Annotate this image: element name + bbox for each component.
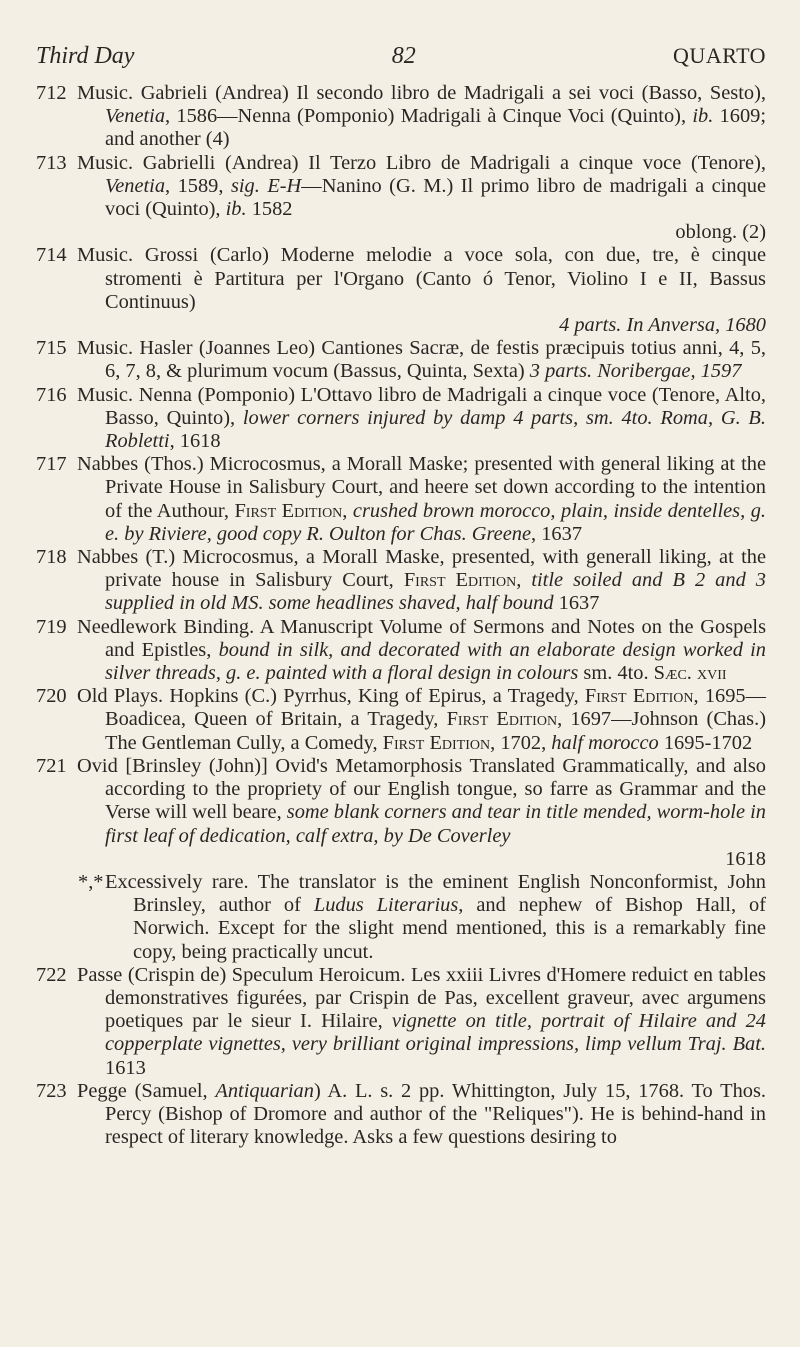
entry-text-segment: Ludus Literarius [313, 894, 459, 917]
entry-description [77, 453, 766, 546]
entry-text-segment: 1613 [105, 1056, 146, 1079]
entry-text-segment: 1637 [553, 592, 600, 615]
catalogue-entry [36, 616, 766, 686]
entry-description [77, 152, 766, 245]
entry-text-segment: sm. 4to. [578, 662, 654, 685]
entry-text-segment: bound in silk, and decorated with an elaborate design worked in silver threads, g. e. painted with a floral design in colours [105, 638, 766, 685]
entry-description [77, 546, 766, 616]
lot-number: 720 [36, 685, 67, 708]
running-header [36, 42, 766, 70]
entry-text-segment: title soiled and B 2 and 3 supplied in old MS. some headlines shaved, half bound [105, 569, 766, 615]
entry-text-segment: vignette on title, portrait of Hilaire and 24 copperplate vignettes, very brilliant original impressions, limp vellum [105, 1010, 767, 1056]
entry-text-segment: Venetia [105, 105, 166, 128]
entry-text-segment: , 1695—Boadicea, Queen of Britain, a Tragedy, [105, 685, 766, 731]
entry-tail: 4 parts. In Anversa, 1680 [559, 314, 766, 337]
entry-text-segment: Sæc. xvii [653, 662, 727, 685]
entry-text-segment: First Edition [403, 569, 517, 592]
entry-text-segment: , 1586—Nenna (Pomponio) Madrigali à Cinque Voci (Quinto), [165, 105, 693, 128]
entry-description [77, 384, 766, 454]
lot-number: 715 [36, 337, 67, 360]
catalogue-entry [36, 244, 766, 337]
lot-number: 714 [36, 244, 67, 267]
entry-text-segment: 3 parts. Noribergae, 1597 [529, 360, 742, 383]
entry-description [77, 616, 766, 686]
entry-text-segment: ib. [225, 198, 247, 221]
entry-description [77, 82, 766, 152]
catalogue-entry [36, 337, 766, 383]
lot-number: 717 [36, 453, 67, 476]
catalogue-entry [36, 82, 766, 152]
entry-text-segment: Pegge (Samuel, [77, 1079, 216, 1102]
entry-text-segment: , and nephew of Bishop Hall, of Norwich. Except for the slight mend mentioned, this is a remarkably fine copy, being practically uncut. [133, 894, 767, 963]
entry-text-segment: Excessively rare. The translator is the eminent English Nonconformist, John Brinsley, author of [105, 870, 766, 917]
entry-text-segment: sig. E-H [230, 174, 302, 197]
entry-text-segment: First Edition [234, 499, 343, 522]
entry-text-segment: Music. Gabrieli (Andrea) Il secondo libro de Madrigali a sei voci (Basso, Sesto), [77, 82, 766, 104]
entry-text-segment: Passe (Crispin de) Speculum Heroicum. Les xxiii Livres d'Homere reduict en tables demonstratives figurées, par Crispin de Pas, excellent graveur, avec argumens poetiques par le sieur I. Hilaire, [77, 963, 766, 1033]
catalogue-entry [36, 384, 766, 454]
catalogue-entry [36, 685, 766, 755]
entry-text-segment: —Nanino (G. M.) Il primo libro de madrigali a cinque voci (Quinto), [105, 174, 767, 221]
catalogue-entry [36, 152, 766, 245]
catalogue-entry [36, 546, 766, 616]
entry-description [77, 337, 766, 383]
entry-description [77, 244, 766, 337]
note-text [105, 871, 766, 964]
catalogue-entry [36, 1080, 766, 1150]
catalogue-entry [36, 755, 766, 871]
note-asterism: *,* [78, 870, 104, 893]
entry-text-segment: Ovid [Brinsley (John)] Ovid's Metamorphosis Translated Grammatically, and also according to the propriety of our English tongue, so farre as Grammar and the Verse will well beare, [77, 754, 766, 824]
entry-text-segment: 1609; and another (4) [105, 105, 767, 151]
entry-text-segment: 1582 [246, 198, 293, 221]
entry-tail: 1618 [725, 847, 766, 870]
entry-text-segment: Venetia [105, 174, 166, 197]
entry-text-segment: crushed brown morocco, plain, inside dentelles, g. e. by Riviere, good copy R. Oulton for Chas. Greene [105, 499, 766, 545]
entry-text-segment: 1695-1702 [658, 731, 753, 754]
entry-text-segment: Nabbes (Thos.) Microcosmus, a Morall Maske; presented with general liking at the Private House in Salisbury Court, and heere set down according to the intention of the Authour, [77, 453, 766, 522]
header-section-title: Third Day [36, 43, 135, 69]
entry-list [36, 82, 766, 871]
entry-description [77, 964, 766, 1080]
entry-text-segment: , [342, 499, 353, 522]
lot-number: 719 [36, 615, 67, 638]
lot-number: 716 [36, 383, 67, 406]
entry-text-segment: half morocco [551, 731, 659, 754]
lot-number: 712 [36, 82, 67, 104]
entry-text-segment: , 1618 [169, 430, 221, 453]
page-number: 82 [391, 43, 416, 69]
lot-number: 722 [36, 963, 67, 986]
lot-number: 713 [36, 151, 67, 174]
header-format: QUARTO [673, 43, 766, 68]
entry-text-segment: Nabbes (T.) Microcosmus, a Morall Maske, presented, with generall liking, at the private house in Salisbury Court, [77, 546, 766, 592]
entry-text-segment: lower corners injured by damp 4 parts, sm. 4to. Roma, G. B. Robletti [105, 406, 766, 453]
entry-tail: oblong. (2) [675, 221, 766, 244]
entry-text-segment: Needlework Binding. A Manuscript Volume of Sermons and Notes on the Gospels and Epistles, [77, 615, 766, 661]
entry-text-segment: , 1637 [531, 522, 583, 545]
lot-number: 721 [36, 754, 67, 777]
entry-text-segment: , 1702, [490, 731, 552, 754]
entry-note [36, 871, 766, 964]
entry-text-segment: Music. Hasler (Joannes Leo) Cantiones Sacræ, de festis præcipuis totius anni, 4, 5, 6, 7, 8, & plurimum vocum (Bassus, Quinta, Sexta) [77, 337, 766, 383]
entry-text-segment: First Edition [382, 731, 491, 754]
lot-number: 723 [36, 1079, 67, 1102]
entry-text-segment: Music. Grossi (Carlo) Moderne melodie a voce sola, con due, tre, è cinque stromenti è Partitura per l'Organo (Canto ó Tenor, Violino I e II, Bassus Continuus) [77, 244, 766, 313]
entry-text-segment: , 1697—Johnson (Chas.) The Gentleman Cully, a Comedy, [105, 708, 766, 754]
catalogue-entry [36, 453, 766, 546]
entry-list-continued [36, 964, 766, 1150]
entry-text-segment: First Edition [584, 685, 694, 708]
entry-text-segment: , [516, 569, 532, 592]
entry-text-segment: Traj. Bat. [687, 1033, 766, 1056]
entry-text-segment: First Edition [446, 708, 558, 731]
entry-text-segment: Old Plays. Hopkins (C.) Pyrrhus, King of Epirus, a Tragedy, [77, 685, 585, 708]
entry-text-segment: Music. Nenna (Pomponio) L'Ottavo libro de Madrigali a cinque voce (Tenore, Alto, Basso, Quinto), [77, 383, 766, 429]
entry-description [77, 755, 766, 871]
entry-text-segment: ib. [692, 105, 714, 128]
entry-text-segment: Music. Gabrielli (Andrea) Il Terzo Libro de Madrigali a cinque voce (Tenore), [77, 151, 766, 174]
entry-description [77, 685, 766, 755]
entry-text-segment: Antiquarian [215, 1079, 314, 1102]
entry-text-segment: ) A. L. s. 2 pp. Whittington, July 15, 1768. To Thos. Percy (Bishop of Dromore and author of the "Reliques"). He is behind-hand in respect of literary knowledge. Asks a few questions desiring to [105, 1079, 766, 1149]
catalogue-entry [36, 964, 766, 1080]
entry-description [77, 1080, 766, 1150]
entry-text-segment: , 1589, [165, 174, 231, 197]
entry-text-segment: some blank corners and tear in title mended, worm-hole in first leaf of dedication, calf extra, by De Coverley [105, 801, 766, 847]
lot-number: 718 [36, 546, 67, 569]
